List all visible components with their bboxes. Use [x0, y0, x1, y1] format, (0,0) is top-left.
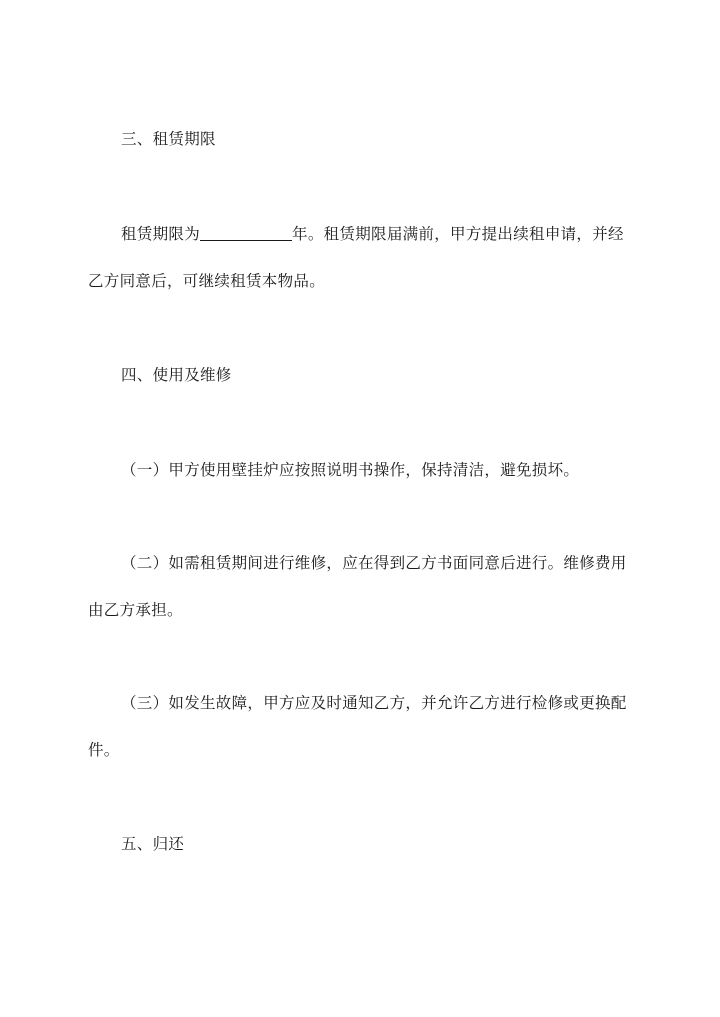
section-4-paragraph-3: （三）如发生故障，甲方应及时通知乙方，并允许乙方进行检修或更换配件。 — [88, 694, 627, 759]
lease-term-prefix: 租赁期限为 — [121, 225, 201, 243]
section-4-paragraph-1: （一）甲方使用壁挂炉应按照说明书操作，保持清洁，避免损坏。 — [121, 461, 580, 479]
lease-term-blank — [200, 224, 292, 241]
section-5-heading: 五、归还 — [121, 835, 185, 853]
lease-term-suffix: 年。租赁期限届满前，甲方提出续租申请，并经乙方同意后，可继续租赁本物品。 — [88, 225, 624, 290]
section-4-heading: 四、使用及维修 — [121, 366, 232, 384]
section-3-paragraph-1 — [88, 211, 633, 305]
section-3-heading: 三、租赁期限 — [121, 130, 216, 148]
section-4-paragraph-2: （二）如需租赁期间进行维修，应在得到乙方书面同意后进行。维修费用由乙方承担。 — [88, 554, 627, 619]
